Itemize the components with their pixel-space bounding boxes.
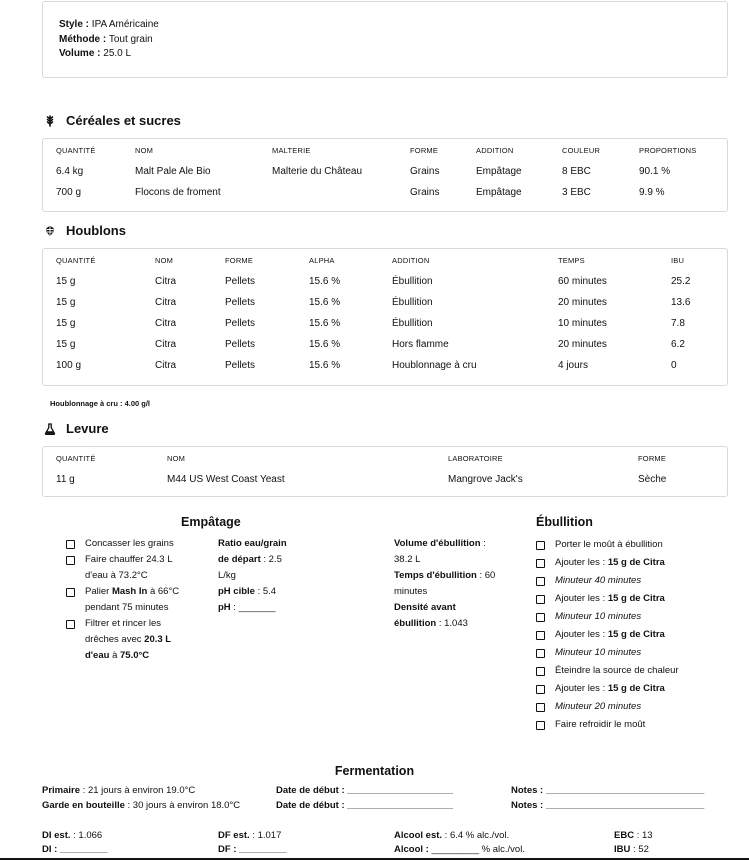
boil-step[interactable] [536,716,736,734]
primary-line: Primaire : 21 jours à environ 19.0°C [42,785,196,796]
column-header: PROPORTIONS [639,146,697,155]
volume-line: Volume : 25.0 L [59,48,132,59]
table-cell: Pellets [225,276,256,287]
fg-actual[interactable]: DF : _________ [218,844,287,855]
table-cell: 6.4 kg [56,166,84,177]
table-cell: M44 US West Coast Yeast [167,474,285,485]
table-row [43,313,727,334]
checkbox[interactable] [66,620,75,629]
table-cell: 20 minutes [558,297,607,308]
table-cell: 13.6 [671,297,691,308]
table-cell: 10 minutes [558,318,607,329]
table-cell: Malt Pale Ale Bio [135,166,211,177]
grains-section-title: Céréales et sucres [44,113,181,128]
grains-table [42,138,728,212]
step-text: Minuteur 10 minutes [555,611,642,622]
column-header: QUANTITÉ [56,146,96,155]
step-ingredient: 15 g de Citra [607,557,665,568]
abv-actual[interactable]: Alcool : _________ % alc./vol. [394,844,525,855]
table-cell: 15 g [56,339,76,350]
hop-icon [44,225,56,237]
boil-step[interactable] [536,698,736,716]
step-text: Faire refroidir le moût [555,719,646,730]
step-text: Ajouter les : [555,557,608,568]
step-ingredient: 15 g de Citra [607,629,665,640]
table-cell: Citra [155,360,177,371]
table-cell: Citra [155,297,177,308]
table-cell: 3 EBC [562,187,591,198]
boil-step[interactable] [536,572,736,590]
checkbox[interactable] [536,595,545,604]
table-cell: 7.8 [671,318,685,329]
table-cell: 8 EBC [562,166,591,177]
table-cell: 15 g [56,297,76,308]
table-cell: Mangrove Jack's [448,474,523,485]
style-line: Style : IPA Américaine [59,19,159,30]
table-cell: 25.2 [671,276,691,287]
table-cell: 6.2 [671,339,685,350]
table-cell: Hors flamme [392,339,449,350]
mash-title: Empâtage [181,515,241,529]
checkbox[interactable] [536,613,545,622]
table-cell: 15.6 % [309,297,341,308]
checkbox[interactable] [536,667,545,676]
table-cell: Grains [410,166,440,177]
primary-notes[interactable]: Notes : ______________________________ [511,785,705,796]
table-cell: 700 g [56,187,82,198]
table-header [43,140,727,161]
table-cell: Citra [155,276,177,287]
table-row [43,161,727,182]
table-cell: 0 [671,360,677,371]
column-header: ADDITION [476,146,514,155]
table-row [43,182,727,203]
mash-steps [66,536,211,664]
table-cell: 15 g [56,318,76,329]
checkbox[interactable] [536,649,545,658]
checkbox[interactable] [536,559,545,568]
table-row [43,469,727,490]
table-cell: Malterie du Château [272,166,363,177]
checkbox[interactable] [536,703,545,712]
column-header: MALTERIE [272,146,311,155]
boil-params: Volume d'ébullition : 38.2 L Temps d'ébullition : 60 minutes Densité avant ébullition : 1.043 [394,538,496,629]
table-row [43,271,727,292]
column-header: IBU [671,256,685,265]
table-cell: Ébullition [392,276,433,287]
table-cell: 4 jours [558,360,589,371]
step-ingredient: 15 g de Citra [607,593,665,604]
fermentation-title: Fermentation [334,764,415,778]
mash-step-sparge[interactable]: Filtrer et rincer les drêches avec 20.3 L d'eau à 75.0°C [66,616,211,664]
table-row [43,355,727,376]
step-text: Minuteur 20 minutes [555,701,642,712]
boil-step[interactable] [536,626,736,644]
checkbox[interactable] [536,577,545,586]
wheat-icon [44,115,56,127]
column-header: NOM [167,454,186,463]
checkbox[interactable] [66,556,75,565]
mash-step-heat[interactable]: Faire chauffer 24.3 L d'eau à 73.2°C [66,552,211,584]
method-line: Méthode : Tout grain [59,33,153,45]
table-cell: Flocons de froment [135,187,221,198]
table-cell: 15.6 % [309,360,341,371]
table-cell: 60 minutes [558,276,607,287]
step-text: Ajouter les : [555,629,608,640]
ibu-value: IBU : 52 [614,844,649,855]
boil-title: Ébullition [536,515,593,529]
og-actual[interactable]: DI : _________ [42,844,108,855]
table-cell: 15.6 % [309,339,341,350]
column-header: FORME [638,454,667,463]
column-header: LABORATOIRE [448,454,503,463]
flask-icon [44,423,56,435]
table-cell: Empâtage [476,166,522,177]
checkbox[interactable] [536,721,545,730]
table-cell: Pellets [225,360,256,371]
table-cell: Sèche [638,474,667,485]
table-row [43,292,727,313]
table-header [43,448,727,469]
table-cell: 11 g [56,474,75,485]
table-cell: Grains [410,187,440,198]
yeast-table [42,446,728,497]
table-cell: 100 g [56,360,82,371]
recipe-info-box [42,1,728,78]
boil-step[interactable] [536,680,736,698]
checkbox[interactable] [66,540,75,549]
table-cell: 90.1 % [639,166,671,177]
table-header [43,250,727,271]
boil-step[interactable] [536,662,736,680]
column-header: NOM [135,146,154,155]
table-cell: Pellets [225,339,256,350]
table-cell: Citra [155,339,177,350]
column-header: TEMPS [558,256,585,265]
column-header: FORME [225,256,254,265]
boil-step[interactable] [536,608,736,626]
yeast-section-title: Levure [44,421,109,436]
boil-steps [536,536,736,734]
ebc-value: EBC : 13 [614,830,653,841]
fg-est: DF est. : 1.017 [218,830,282,841]
table-cell: 15 g [56,276,76,287]
bottle-notes[interactable]: Notes : ______________________________ [511,800,705,811]
boil-step[interactable] [536,644,736,662]
checkbox[interactable] [536,541,545,550]
step-text: Ajouter les : [555,593,608,604]
table-cell: Ébullition [392,297,433,308]
column-header: FORME [410,146,439,155]
boil-step[interactable] [536,590,736,608]
table-cell: Citra [155,318,177,329]
step-ingredient: 15 g de Citra [607,683,665,694]
hops-table [42,248,728,386]
table-cell: Pellets [225,297,256,308]
boil-step[interactable] [536,554,736,572]
primary-start-date[interactable]: Date de début : ____________________ [276,785,453,796]
column-header: COULEUR [562,146,601,155]
step-text: Éteindre la source de chaleur [555,665,679,676]
table-row [43,334,727,355]
step-text: Ajouter les : [555,683,608,694]
column-header: ALPHA [309,256,335,265]
column-header: QUANTITÉ [56,454,96,463]
checkbox[interactable] [66,588,75,597]
step-text: Minuteur 40 minutes [555,575,642,586]
checkbox[interactable] [536,685,545,694]
boil-step[interactable] [536,536,736,554]
table-cell: 20 minutes [558,339,607,350]
step-text: Minuteur 10 minutes [555,647,642,658]
hops-section-title: Houblons [44,223,126,238]
mash-params: Ratio eau/grain de départ : 2.5 L/kg pH cible : 5.4 pH : _______ [218,538,287,613]
mash-step-rest[interactable]: Palier Mash In à 66°C pendant 75 minutes [66,584,211,616]
table-cell: 15.6 % [309,276,341,287]
bottle-line: Garde en bouteille : 30 jours à environ 18.0°C [42,800,241,811]
table-cell: Pellets [225,318,256,329]
mash-step-crush[interactable]: Concasser les grains [66,536,211,552]
column-header: NOM [155,256,174,265]
abv-est: Alcool est. : 6.4 % alc./vol. [394,830,510,841]
bottle-start-date[interactable]: Date de début : ____________________ [276,800,453,811]
og-est: DI est. : 1.066 [42,830,103,841]
dry-hop-note: Houblonnage à cru : 4.00 g/l [50,399,151,408]
column-header: QUANTITÉ [56,256,96,265]
table-cell: Houblonnage à cru [392,360,477,371]
step-text: Porter le moût à ébullition [555,539,663,550]
table-cell: Ébullition [392,318,433,329]
table-cell: Empâtage [476,187,522,198]
column-header: ADDITION [392,256,430,265]
table-cell: 15.6 % [309,318,341,329]
checkbox[interactable] [536,631,545,640]
table-cell: 9.9 % [639,187,665,198]
